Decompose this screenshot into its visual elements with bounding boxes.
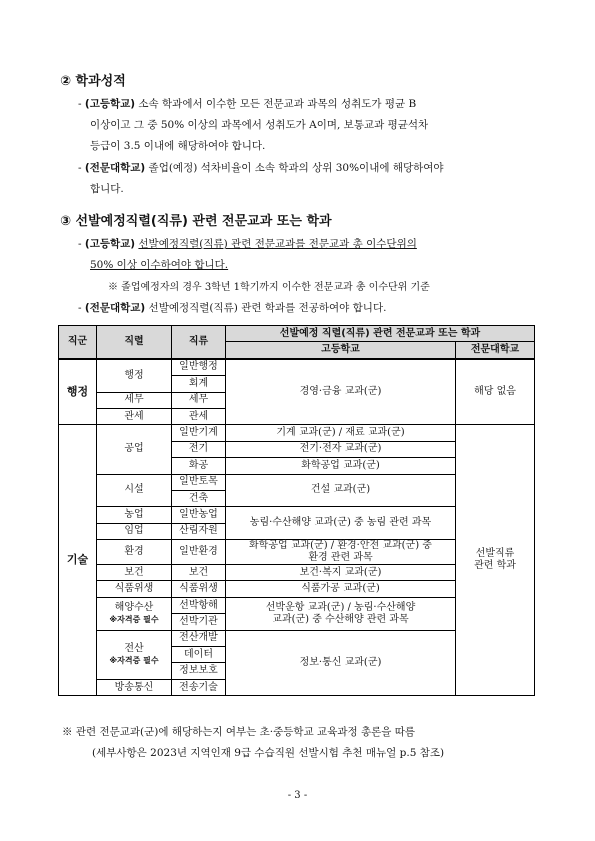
college-cell: 해당 없음 xyxy=(456,359,535,425)
class-cell: 선박기관 xyxy=(172,614,226,630)
class-cell: 건축 xyxy=(172,490,226,506)
class-cell: 일반환경 xyxy=(172,540,226,565)
header-group: 직군 xyxy=(59,326,97,359)
class-cell: 일반기계 xyxy=(172,425,226,441)
class-cell: 회계 xyxy=(172,376,226,392)
section-2-item-2-line-2: 합니다. xyxy=(90,183,124,195)
series-cell: 세무 xyxy=(97,392,172,408)
college-tag: (전문대학교) xyxy=(84,162,146,174)
series-cell: 관세 xyxy=(97,408,172,424)
class-cell: 전송기술 xyxy=(172,679,226,695)
section-2-item-1-line-1: - (고등학교) 소속 학과에서 이수한 모든 전문교과 과목의 성취도가 평균 B xyxy=(78,98,417,110)
group-admin: 행정 xyxy=(59,359,97,425)
highschool-cell: 보건·복지 교과(군) xyxy=(226,565,456,581)
section-2-item-1-line-3: 등급이 3.5 이내에 해당하여야 합니다. xyxy=(90,140,266,152)
series-cell: 해양수산 ※자격증 필수 xyxy=(97,597,172,630)
highschool-cell: 기계 교과(군) / 재료 교과(군) xyxy=(226,425,456,441)
section-2-item-2-line-1: - (전문대학교) 졸업(예정) 석차비율이 소속 학과의 상위 30%이내에 해당하여야 xyxy=(78,162,444,174)
series-cell: 보건 xyxy=(97,565,172,581)
selection-criteria-table xyxy=(58,325,535,696)
table-header-row xyxy=(59,326,535,342)
highschool-cell: 건설 교과(군) xyxy=(226,474,456,507)
class-cell: 데이터 xyxy=(172,647,226,663)
group-tech: 기술 xyxy=(59,425,97,696)
highschool-tag: (고등학교) xyxy=(84,238,136,250)
footnote-line-1: ※ 관련 전문교과(군)에 해당하는지 여부는 초·중등학교 교육과정 총론을 따름 xyxy=(62,726,416,738)
college-tag: (전문대학교) xyxy=(84,302,146,314)
header-college: 전문대학교 xyxy=(456,342,535,359)
section-3-item-2: - (전문대학교) 선발예정직렬(직류) 관련 학과를 전공하여야 합니다. xyxy=(78,302,387,314)
series-cell: 시설 xyxy=(97,474,172,507)
section-3-item-1-line-2: 50% 이상 이수하여야 합니다. xyxy=(90,259,229,271)
highschool-cell: 식품가공 교과(군) xyxy=(226,581,456,597)
class-cell: 보건 xyxy=(172,565,226,581)
section-3-title: ③ 선발예정직렬(직류) 관련 전문교과 또는 학과 xyxy=(60,214,332,229)
series-cell: 식품위생 xyxy=(97,581,172,597)
highschool-cell: 화학공업 교과(군) / 환경·안전 교과(군) 중 환경 관련 과목 xyxy=(226,540,456,565)
class-cell: 일반토목 xyxy=(172,474,226,490)
series-cell: 농업 xyxy=(97,507,172,523)
class-cell: 전산개발 xyxy=(172,630,226,646)
section-2-title: ② 학과성적 xyxy=(60,74,126,89)
header-related: 선발예정 직렬(직류) 관련 전문교과 또는 학과 xyxy=(226,326,535,342)
highschool-tag: (고등학교) xyxy=(84,98,136,110)
class-cell: 식품위생 xyxy=(172,581,226,597)
highschool-cell: 화학공업 교과(군) xyxy=(226,458,456,474)
highschool-cell: 정보·통신 교과(군) xyxy=(226,630,456,696)
page-number: - 3 - xyxy=(287,790,308,801)
certificate-required: ※자격증 필수 xyxy=(109,614,159,624)
section-2-item-1-line-2: 이상이고 그 중 50% 이상의 과목에서 성취도가 A이며, 보통교과 평균석차 xyxy=(90,119,429,131)
series-cell: 행정 xyxy=(97,359,172,392)
section-3-note: ※ 졸업예정자의 경우 3학년 1학기까지 이수한 전문교과 총 이수단위 기준 xyxy=(108,282,430,293)
highschool-cell: 선박운항 교과(군) / 농림·수산해양 교과(군) 중 수산해양 관련 과목 xyxy=(226,597,456,630)
footnote-line-2: (세부사항은 2023년 지역인재 9급 수습직원 선발시험 추천 매뉴얼 p.5 참조) xyxy=(92,747,445,759)
series-cell: 임업 xyxy=(97,523,172,539)
highschool-cell: 농림·수산해양 교과(군) 중 농림 관련 과목 xyxy=(226,507,456,540)
series-cell: 환경 xyxy=(97,540,172,565)
class-cell: 산림자원 xyxy=(172,523,226,539)
series-cell: 방송통신 xyxy=(97,679,172,695)
header-highschool: 고등학교 xyxy=(226,342,456,359)
header-class: 직류 xyxy=(172,326,226,359)
class-cell: 일반농업 xyxy=(172,507,226,523)
highschool-cell: 경영·금융 교과(군) xyxy=(226,359,456,425)
class-cell: 일반행정 xyxy=(172,359,226,376)
section-3-item-1-line-1: - (고등학교) 선발예정직렬(직류) 관련 전문교과를 전문교과 총 이수단위의 xyxy=(78,238,417,250)
class-cell: 전기 xyxy=(172,441,226,457)
certificate-required: ※자격증 필수 xyxy=(109,655,159,665)
header-series: 직렬 xyxy=(97,326,172,359)
series-cell: 전산 ※자격증 필수 xyxy=(97,630,172,679)
table-row xyxy=(59,359,535,376)
class-cell: 세무 xyxy=(172,392,226,408)
table-row xyxy=(59,425,535,441)
highschool-cell: 전기·전자 교과(군) xyxy=(226,441,456,457)
college-cell: 선발직류 관련 학과 xyxy=(456,425,535,696)
class-cell: 선박항해 xyxy=(172,597,226,613)
class-cell: 정보보호 xyxy=(172,663,226,679)
series-cell: 공업 xyxy=(97,425,172,474)
class-cell: 화공 xyxy=(172,458,226,474)
class-cell: 관세 xyxy=(172,408,226,424)
